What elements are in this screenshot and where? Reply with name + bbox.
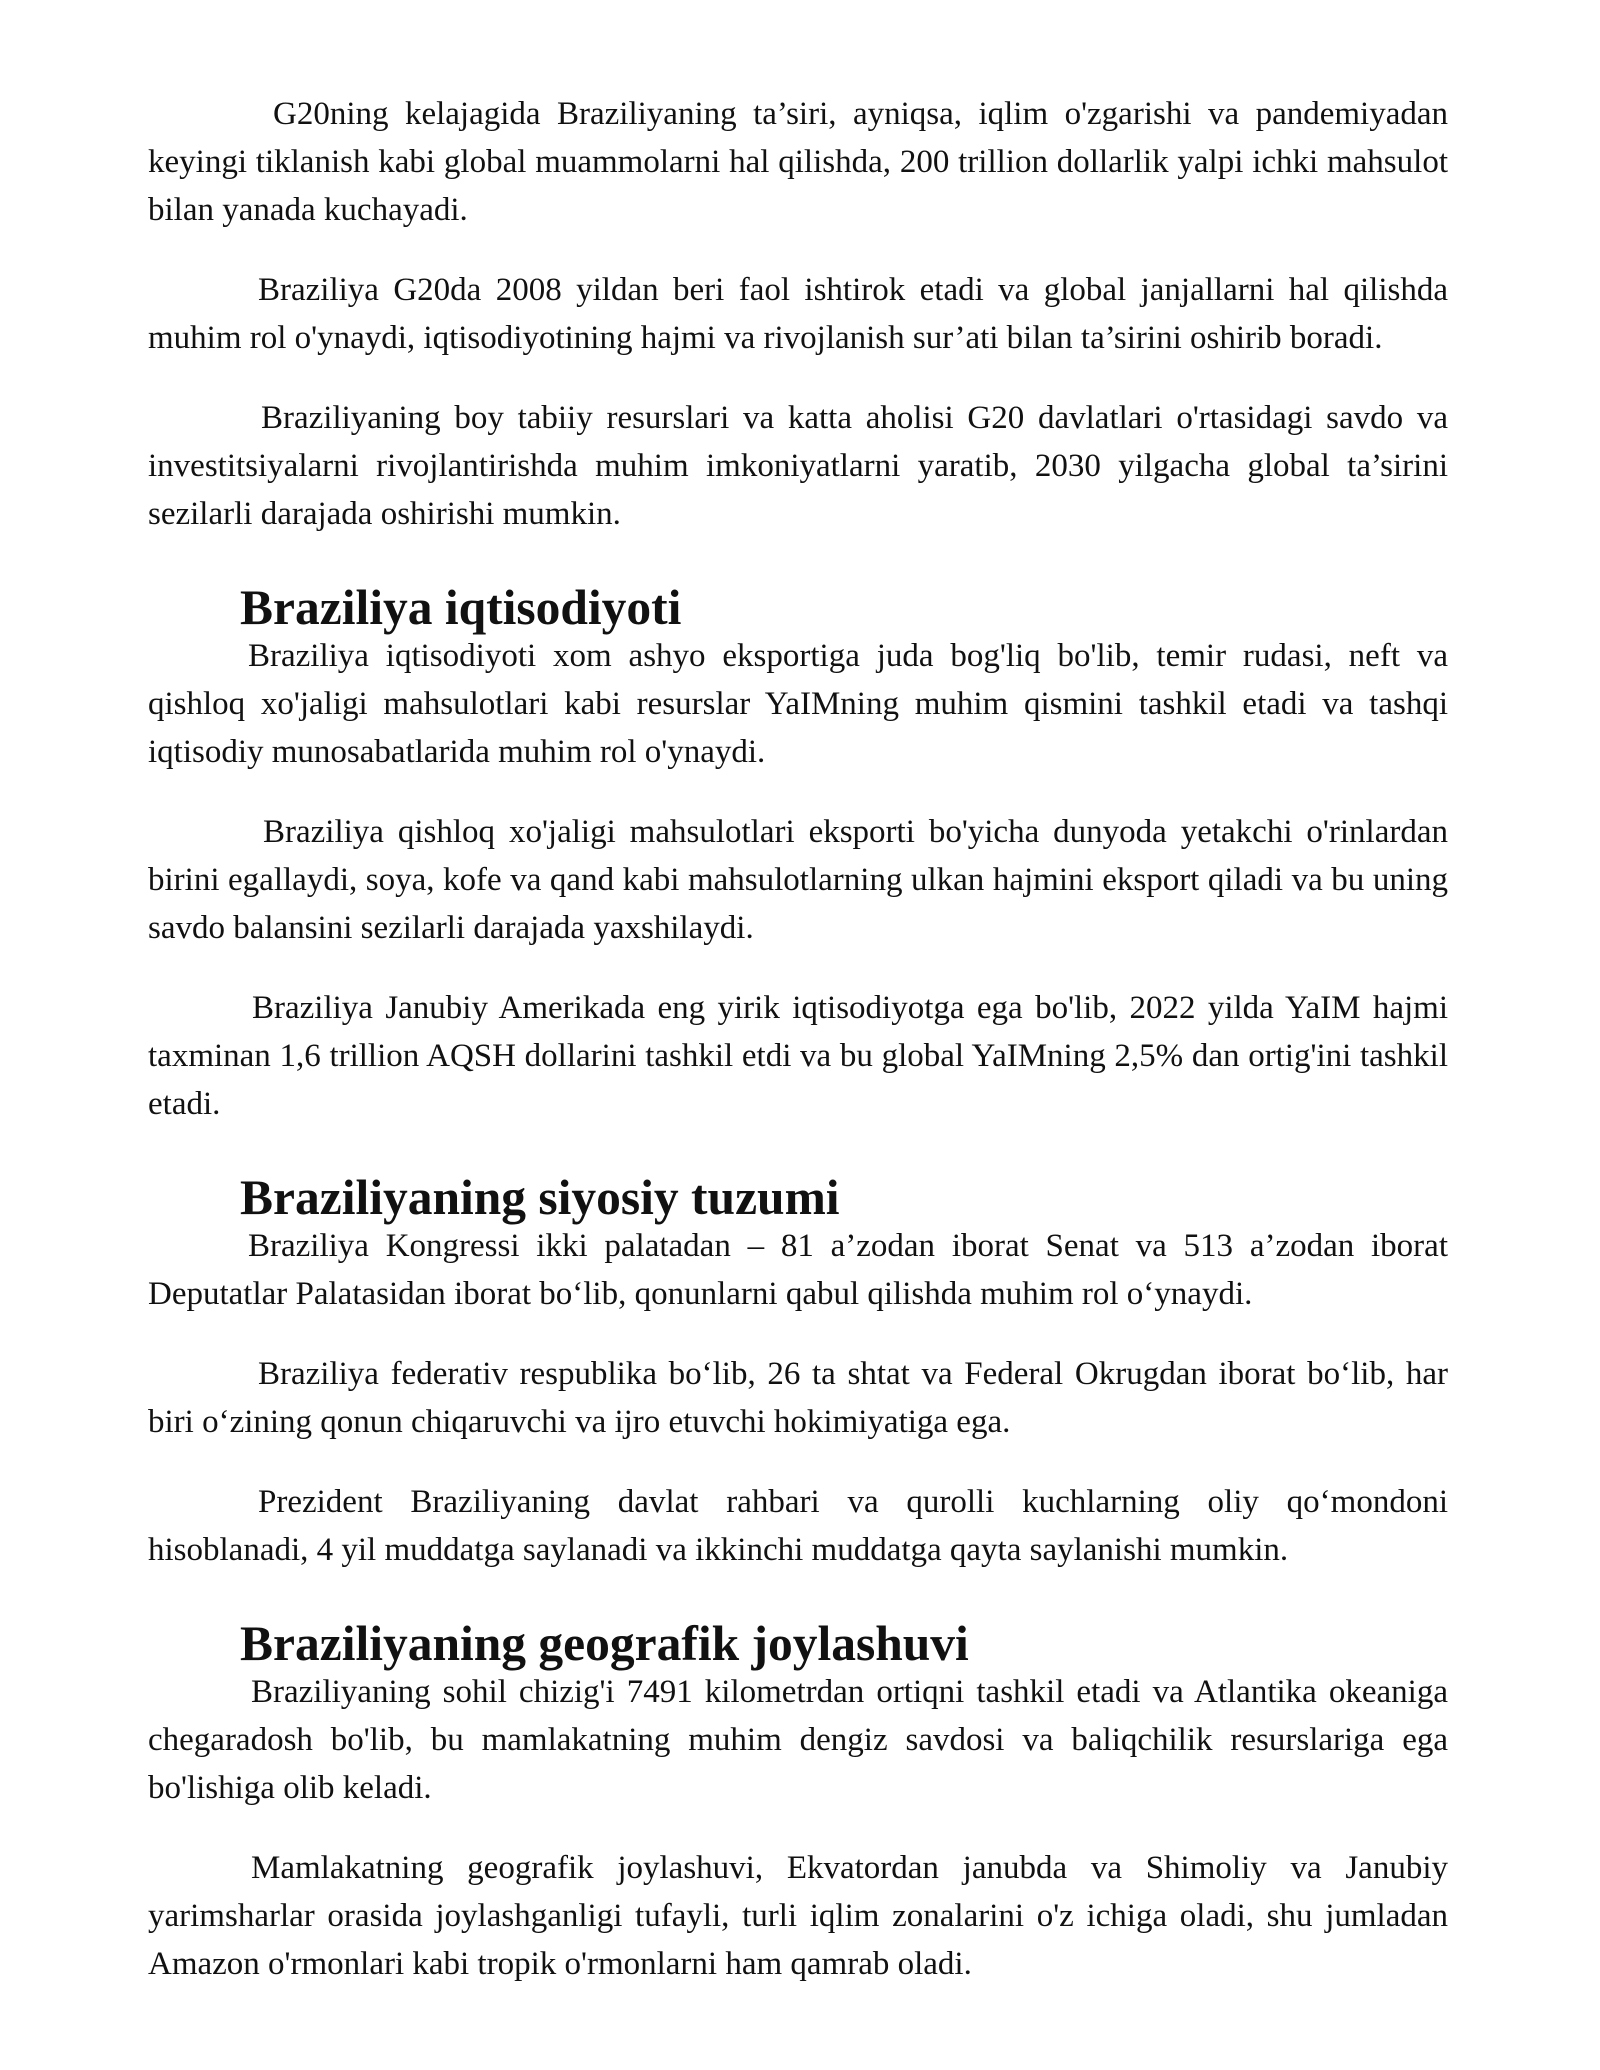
politics-paragraph-3: Prezident Braziliyaning davlat rahbari va qurolli kuchlarning oliy qo‘mondoni hisoblanadi, 4 yil muddatga saylanadi va ikkinchi muddatga qayta saylanishi mumkin. [148, 1484, 1448, 1568]
geography-paragraph-1: Braziliyaning sohil chizig'i 7491 kilometrdan ortiqni tashkil etadi va Atlantika okeaniga chegaradosh bo'lib, bu mamlakatning muhim dengiz savdosi va baliqchilik resurslariga ega bo'lishiga olib keladi. [148, 1674, 1448, 1806]
geography-paragraph-2: Mamlakatning geografik joylashuvi, Ekvatordan janubda va Shimoliy va Janubiy yarimsharlar orasida joylashganligi tufayli, turli iqlim zonalarini o'z ichiga oladi, shu jumladan Amazon o'rmonlari kabi tropik o'rmonlarni ham qamrab oladi. [148, 1850, 1448, 1982]
economy-paragraph-3: Braziliya Janubiy Amerikada eng yirik iqtisodiyotga ega bo'lib, 2022 yilda YaIM hajmi taxminan 1,6 trillion AQSH dollarini tashkil etdi va bu global YaIMning 2,5% dan ortig'ini tashkil etadi. [148, 990, 1448, 1122]
politics-paragraph-1: Braziliya Kongressi ikki palatadan – 81 a’zodan iborat Senat va 513 a’zodan iborat Deputatlar Palatasidan iborat bo‘lib, qonunlarni qabul qilishda muhim rol o‘ynaydi. [148, 1228, 1448, 1312]
politics-paragraph-2: Braziliya federativ respublika bo‘lib, 26 ta shtat va Federal Okrugdan iborat bo‘lib, har biri o‘zining qonun chiqaruvchi va ijro etuvchi hokimiyatiga ega. [148, 1356, 1448, 1440]
intro-paragraph-1: G20ning kelajagida Braziliyaning ta’siri, ayniqsa, iqlim o'zgarishi va pandemiyadan keyingi tiklanish kabi global muammolarni hal qilishda, 200 trillion dollarlik yalpi ichki mahsulot bilan yanada kuchayadi. [148, 96, 1448, 228]
economy-paragraph-1: Braziliya iqtisodiyoti xom ashyo eksportiga juda bog'liq bo'lib, temir rudasi, neft va qishloq xo'jaligi mahsulotlari kabi resurslar YaIMning muhim qismini tashkil etadi va tashqi iqtisodiy munosabatlarida muhim rol o'ynaydi. [148, 638, 1448, 770]
geography-heading: Braziliyaning geografik joylashuvi [240, 1616, 969, 1671]
intro-paragraph-2: Braziliya G20da 2008 yildan beri faol ishtirok etadi va global janjallarni hal qilishda muhim rol o'ynaydi, iqtisodiyotining hajmi va rivojlanish sur’ati bilan ta’sirini oshirib boradi. [148, 272, 1448, 356]
economy-paragraph-2: Braziliya qishloq xo'jaligi mahsulotlari eksporti bo'yicha dunyoda yetakchi o'rinlardan birini egallaydi, soya, kofe va qand kabi mahsulotlarning ulkan hajmini eksport qiladi va bu uning savdo balansini sezilarli darajada yaxshilaydi. [148, 814, 1448, 946]
economy-heading: Braziliya iqtisodiyoti [240, 580, 682, 635]
intro-paragraph-3: Braziliyaning boy tabiiy resurslari va katta aholisi G20 davlatlari o'rtasidagi savdo va investitsiyalarni rivojlantirishda muhim imkoniyatlarni yaratib, 2030 yilgacha global ta’sirini sezilarli darajada oshirishi mumkin. [148, 400, 1448, 532]
document-page [148, 90, 1448, 1988]
politics-heading: Braziliyaning siyosiy tuzumi [240, 1170, 840, 1225]
